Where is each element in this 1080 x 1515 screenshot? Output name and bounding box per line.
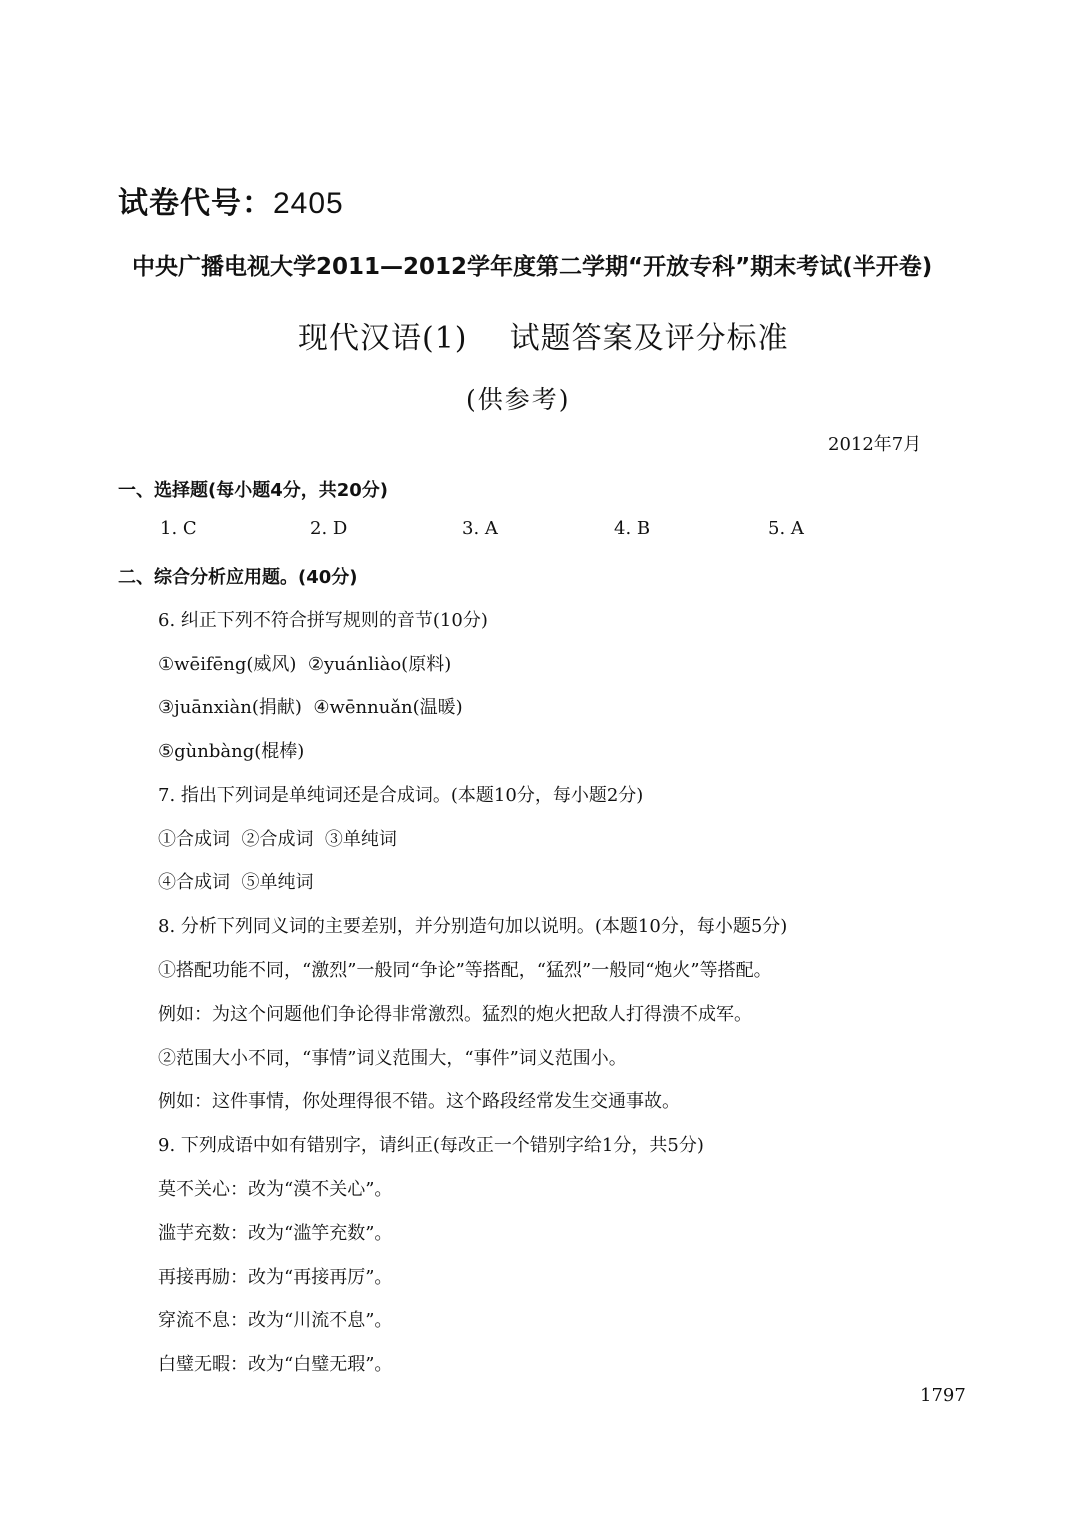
section-2-heading: 二、综合分析应用题。(40分) xyxy=(118,567,358,588)
q6-answer-line-2: ③juānxiàn(捐献) ④wēnnuǎn(温暖) xyxy=(158,697,463,718)
q8-answer-1: ①搭配功能不同，“激烈”一般同“争论”等搭配，“猛烈”一般同“炮火”等搭配。 xyxy=(158,960,772,981)
section-1-heading: 一、选择题(每小题4分，共20分) xyxy=(118,480,389,501)
exam-title: 中央广播电视大学2011—2012学年度第二学期“开放专科”期末考试(半开卷) xyxy=(132,254,933,280)
q9-answer-5: 白璧无暇：改为“白璧无瑕”。 xyxy=(158,1354,393,1375)
paper-code-label: 试卷代号： xyxy=(118,186,273,221)
exam-date: 2012年7月 xyxy=(828,434,922,455)
q9-answer-1: 莫不关心：改为“漠不关心”。 xyxy=(158,1179,393,1200)
mc-answer-2: 2. D xyxy=(310,518,348,539)
q8-example-2: 例如：这件事情，你处理得很不错。这个路段经常发生交通事故。 xyxy=(158,1091,680,1112)
q7-answer-line-1: ①合成词 ②合成词 ③单纯词 xyxy=(158,829,397,850)
q9-answer-2: 滥芋充数：改为“滥竽充数”。 xyxy=(158,1223,393,1244)
q6-answer-line-3: ⑤gùnbàng(棍棒) xyxy=(158,741,305,762)
mc-answer-1: 1. C xyxy=(160,518,197,539)
q6-answer-line-1: ①wēifēng(威风) ②yuánliào(原料) xyxy=(158,654,452,675)
q9-answer-3: 再接再励：改为“再接再厉”。 xyxy=(158,1267,393,1288)
paper-code xyxy=(118,178,344,222)
course-title: 现代汉语(1) 试题答案及评分标准 xyxy=(298,321,789,356)
q7-prompt: 7. 指出下列词是单纯词还是合成词。(本题10分，每小题2分) xyxy=(158,785,644,806)
q7-answer-line-2: ④合成词 ⑤单纯词 xyxy=(158,872,314,893)
q8-answer-2: ②范围大小不同，“事情”词义范围大，“事件”词义范围小。 xyxy=(158,1048,627,1069)
q9-answer-4: 穿流不息：改为“川流不息”。 xyxy=(158,1310,393,1331)
mc-answer-4: 4. B xyxy=(614,518,651,539)
q8-example-1: 例如：为这个问题他们争论得非常激烈。猛烈的炮火把敌人打得溃不成军。 xyxy=(158,1004,752,1025)
q9-prompt: 9. 下列成语中如有错别字，请纠正(每改正一个错别字给1分，共5分) xyxy=(158,1135,704,1156)
q6-prompt: 6. 纠正下列不符合拼写规则的音节(10分) xyxy=(158,610,488,631)
mc-answer-3: 3. A xyxy=(462,518,498,539)
reference-note: (供参考) xyxy=(466,385,571,414)
mc-answer-5: 5. A xyxy=(768,518,804,539)
paper-code-number: 2405 xyxy=(273,187,344,220)
q8-prompt: 8. 分析下列同义词的主要差别，并分别造句加以说明。(本题10分，每小题5分) xyxy=(158,916,788,937)
page-number: 1797 xyxy=(920,1385,966,1406)
